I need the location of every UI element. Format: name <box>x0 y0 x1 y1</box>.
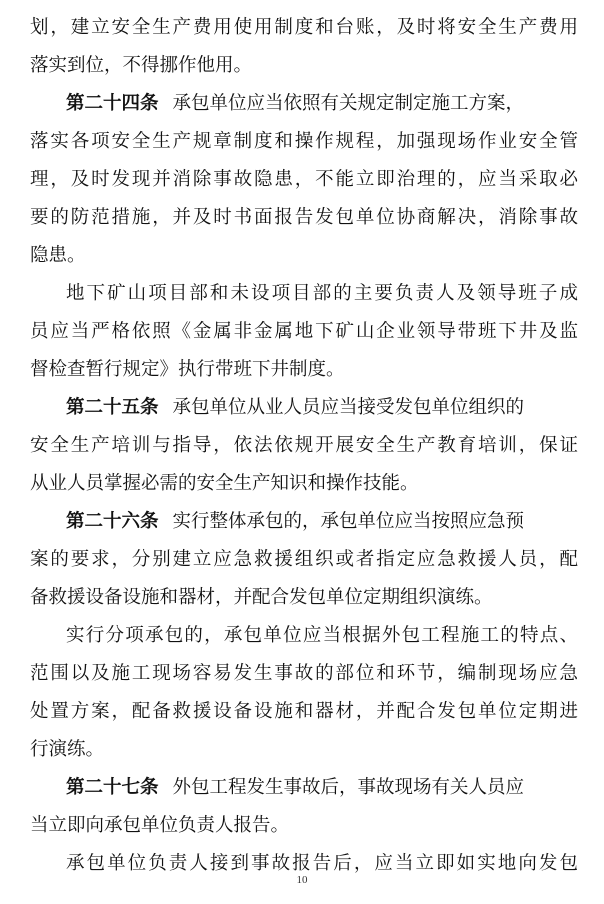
text-span: 外包工程发生事故后，事故现场有关人员应 <box>172 777 525 798</box>
text-line: 地下矿山项目部和未设项目部的主要负责人及领导班子成 <box>66 283 578 304</box>
text-line: 要的防范措施，并及时书面报告发包单位协商解决，消除事故 <box>30 207 578 228</box>
article-heading: 第二十四条 <box>66 93 159 114</box>
text-line: 案的要求，分别建立应急救援组织或者指定应急救援人员，配 <box>30 549 578 570</box>
text-line: 安全生产培训与指导，依法依规开展安全生产教育培训，保证 <box>30 435 578 456</box>
text-line: 落实各项安全生产规章制度和操作规程，加强现场作业安全管 <box>30 131 578 152</box>
text-line: 当立即向承包单位负责人报告。 <box>30 815 290 836</box>
text-line: 督检查暂行规定》执行带班下井制度。 <box>30 359 345 380</box>
text-span: 承包单位从业人员应当接受发包单位组织的 <box>172 397 525 418</box>
text-line: 备救援设备设施和器材，并配合发包单位定期组织演练。 <box>30 587 493 608</box>
text-line: 行演练。 <box>30 739 105 760</box>
page-number: 10 <box>296 874 308 886</box>
text-line: 范围以及施工现场容易发生事故的部位和环节，编制现场应急 <box>30 663 578 684</box>
text-span: 实行整体承包的，承包单位应当按照应急预 <box>172 511 525 532</box>
article-heading: 第二十六条 <box>66 511 159 532</box>
text-line: 从业人员掌握必需的安全生产知识和操作技能。 <box>30 473 419 494</box>
text-line: 划，建立安全生产费用使用制度和台账，及时将安全生产费用 <box>30 17 578 38</box>
text-line: 员应当严格依照《金属非金属地下矿山企业领导带班下井及监 <box>30 321 578 342</box>
article-25-line <box>66 390 578 426</box>
text-line: 落实到位，不得挪作他用。 <box>30 55 253 76</box>
article-heading: 第二十五条 <box>66 397 159 418</box>
article-27-line <box>66 770 578 806</box>
text-line: 理，及时发现并消除事故隐患，不能立即治理的，应当采取必 <box>30 169 578 190</box>
text-line: 实行分项承包的，承包单位应当根据外包工程施工的特点、 <box>66 625 578 646</box>
article-heading: 第二十七条 <box>66 777 159 798</box>
article-24-line <box>66 86 578 122</box>
article-26-line <box>66 504 578 540</box>
text-line: 隐患。 <box>30 245 86 266</box>
text-line: 承包单位负责人接到事故报告后，应当立即如实地向发包 <box>66 853 578 874</box>
text-span: 承包单位应当依照有关规定制定施工方案， <box>172 93 525 114</box>
text-line: 处置方案，配备救援设备设施和器材，并配合发包单位定期进 <box>30 701 578 722</box>
